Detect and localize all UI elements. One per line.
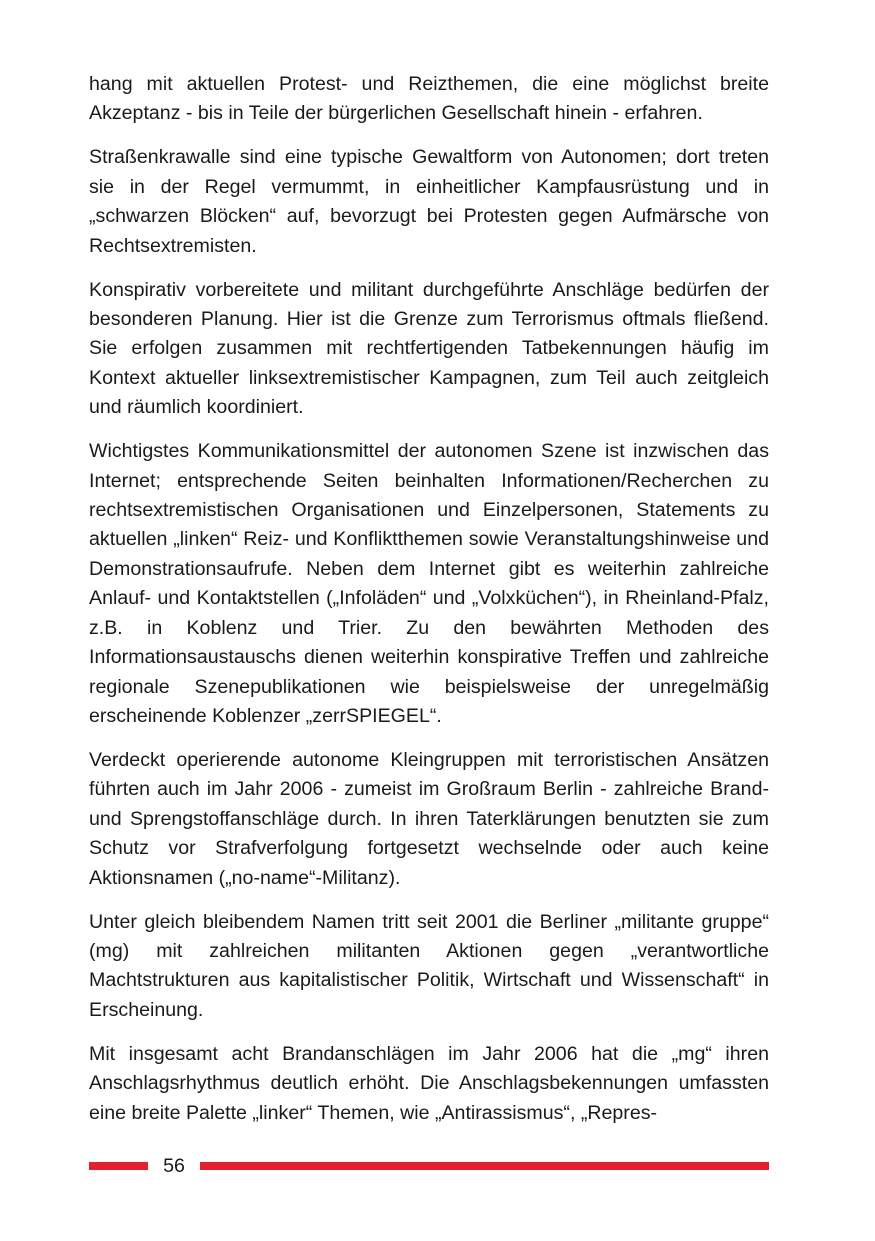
paragraph: Verdeckt operierende autonome Kleingruppen mit terroristischen Ansätzen führten auch im Jahr 2006 - zumeist im Großraum Berlin - zahlreiche Brand- und Sprengstoffanschläge durch. In ihren Taterklärungen benutzten sie zum Schutz vor Strafverfolgung fortgesetzt wechselnde oder auch keine Aktionsnamen („no-name“-Militanz).	[89, 748, 769, 889]
paragraph: Straßenkrawalle sind eine typische Gewaltform von Autonomen; dort treten sie in der Regel vermummt, in einheitlicher Kampfausrüstung und in „schwarzen Blöcken“ auf, bevorzugt bei Protesten gegen Aufmärsche von Rechtsextremisten.	[89, 146, 769, 257]
footer-rule-right	[200, 1162, 769, 1170]
page-number: 56	[163, 1155, 185, 1177]
body-text	[89, 70, 769, 1143]
paragraph: Unter gleich bleibendem Namen tritt seit 2001 die Berliner „militante gruppe“ (mg) mit zahlreichen militanten Aktionen gegen „verantwortliche Machtstrukturen aus kapitalistischer Politik, Wirtschaft und Wissenschaft“ in Erscheinung.	[89, 910, 769, 1021]
paragraph: Mit insgesamt acht Brandanschlägen im Jahr 2006 hat die „mg“ ihren Anschlagsrhythmus deutlich erhöht. Die Anschlagsbekennungen umfassten eine breite Palette „linker“ Themen, wie „Antirassismus“, „Repres-	[89, 1042, 769, 1124]
paragraph: hang mit aktuellen Protest- und Reizthemen, die eine möglichst breite Akzeptanz - bis in Teile der bürgerlichen Gesellschaft hinein - erfahren.	[89, 73, 769, 125]
page-footer	[89, 1154, 769, 1178]
footer-rule-left	[89, 1162, 148, 1170]
paragraph: Wichtigstes Kommunikationsmittel der autonomen Szene ist inzwischen das Internet; entsprechende Seiten beinhalten Informationen/Recherchen zu rechtsextremistischen Organisationen und Einzelpersonen, Statements zu aktuellen „linken“ Reiz- und Konfliktthemen sowie Veranstaltungshinweise und Demonstrationsaufrufe. Neben dem Internet gibt es weiterhin zahlreiche Anlauf- und Kontaktstellen („Infoläden“ und „Volxküchen“), in Rheinland-Pfalz, z.B. in Koblenz und Trier. Zu den bewährten Methoden des Informationsaustauschs dienen weiterhin konspirative Treffen und zahlreiche regionale Szenepublikationen wie beispielsweise der unregelmäßig erscheinende Koblenzer „zerrSPIEGEL“.	[89, 440, 769, 727]
paragraph: Konspirativ vorbereitete und militant durchgeführte Anschläge bedürfen der besonderen Planung. Hier ist die Grenze zum Terrorismus oftmals fließend. Sie erfolgen zusammen mit rechtfertigenden Tatbekennungen häufig im Kontext aktueller linksextremistischer Kampagnen, zum Teil auch zeitgleich und räumlich koordiniert.	[89, 278, 769, 419]
